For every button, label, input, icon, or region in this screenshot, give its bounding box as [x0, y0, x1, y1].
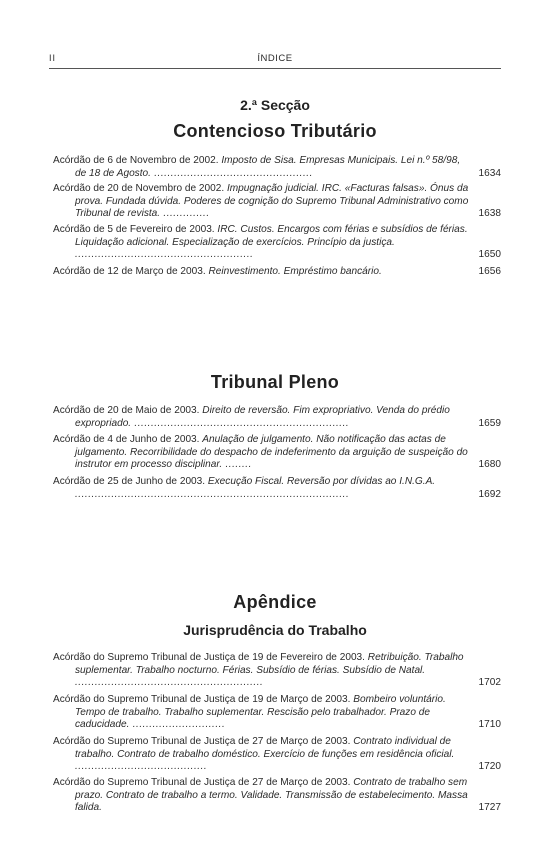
- entry-subject: Reinvestimento. Empréstimo bancário.: [208, 266, 382, 277]
- entry-subject: Bombeiro voluntário. Tempo de trabalho. Trabalho suplementar. Rescisão pelo trabalhador. Prazo de caducidade.: [75, 694, 446, 731]
- entry-lead: Acórdão de 20 de Maio de 2003.: [53, 405, 200, 416]
- entry-subject: Retribuição. Trabalho suplementar. Trabalho nocturno. Férias. Subsídio de férias. Subsídio de Natal.: [75, 652, 464, 676]
- entry-subject: Anulação de julgamento. Não notificação das actas de julgamento. Recorribilidade do despacho de indeferimento da arguição de suspeição do instrutor em processo disciplinar.: [75, 434, 468, 471]
- entry-page: 1702: [478, 677, 501, 689]
- entry-lead: Acórdão de 5 de Fevereiro de 2003.: [53, 224, 215, 235]
- entry-lead: Acórdão de 12 de Março de 2003.: [53, 266, 206, 277]
- index-entry: Acórdão do Supremo Tribunal de Justiça de 19 de Março de 2003. Bombeiro voluntário. Tempo de trabalho. Trabalho suplementar. Rescisão pelo trabalhador. Prazo de caducidade. ............................ 1710: [53, 694, 501, 731]
- entry-lead: Acórdão de 6 de Novembro de 2002.: [53, 155, 219, 166]
- section-subtitle: Jurisprudência do Trabalho: [183, 622, 367, 638]
- entry-page: 1727: [478, 802, 501, 814]
- entry-subject: Contrato de trabalho sem prazo. Contrato de trabalho a termo. Validade. Transmissão de estabelecimento. Massa falida.: [75, 777, 468, 814]
- entry-page: 1656: [478, 266, 501, 277]
- entry-page: 1659: [478, 417, 501, 429]
- index-entry: Acórdão do Supremo Tribunal de Justiça de 27 de Março de 2003. Contrato individual de trabalho. Contrato de trabalho doméstico. Exercício de funções em residência oficial. ........................................ 1720: [53, 736, 501, 773]
- index-entry: [53, 777, 501, 815]
- entry-lead: Acórdão do Supremo Tribunal de Justiça de 27 de Março de 2003.: [53, 777, 351, 788]
- section-title: Contencioso Tributário: [173, 121, 377, 141]
- index-entry: Acórdão de 20 de Maio de 2003. Direito de reversão. Fim expropriativo. Venda do prédio expropriado. ................................................................. 1659: [53, 405, 501, 429]
- index-entry: Acórdão de 6 de Novembro de 2002. Imposto de Sisa. Empresas Municipais. Lei n.º 58/98, de 18 de Agosto. ................................................ 1634: [53, 155, 501, 179]
- entry-page: 1634: [478, 167, 501, 179]
- entry-subject: Execução Fiscal. Reversão por dívidas ao I.N.G.A.: [207, 476, 436, 487]
- entry-lead: Acórdão de 20 de Novembro de 2002.: [53, 183, 225, 194]
- running-title: ÍNDICE: [257, 53, 293, 64]
- entry-lead: Acórdão do Supremo Tribunal de Justiça de 27 de Março de 2003.: [53, 736, 351, 747]
- entry-lead: Acórdão de 25 de Junho de 2003.: [53, 476, 206, 487]
- index-entry: Acórdão de 25 de Junho de 2003. Execução Fiscal. Reversão por dívidas ao I.N.G.A. ................................................................................... 1692: [53, 476, 501, 500]
- entry-subject: Imposto de Sisa. Empresas Municipais. Lei n.º 58/98, de 18 de Agosto.: [75, 155, 461, 179]
- index-entry: Acórdão do Supremo Tribunal de Justiça de 19 de Fevereiro de 2003. Retribuição. Trabalho suplementar. Trabalho nocturno. Férias. Subsídio de férias. Subsídio de Natal. ......................................................... 1702: [53, 652, 501, 689]
- entry-page: 1710: [478, 719, 501, 731]
- entry-subject: Contrato individual de trabalho. Contrato de trabalho doméstico. Exercício de funções em residência oficial.: [75, 736, 455, 760]
- running-header: [49, 52, 501, 69]
- entry-page: 1680: [478, 459, 501, 471]
- index-entry: Acórdão de 5 de Fevereiro de 2003. IRC. Custos. Encargos com férias e subsídios de férias. Liquidação adicional. Especialização de exercícios. Princípio da justiça. ...................................................... 1650: [53, 224, 501, 261]
- entry-lead: Acórdão do Supremo Tribunal de Justiça de 19 de Fevereiro de 2003.: [53, 652, 365, 663]
- entry-subject: Impugnação judicial. IRC. «Facturas falsas». Ónus da prova. Fundada dúvida. Poderes de cognição do Supremo Tribunal Administrativo como Tribunal de revista.: [75, 183, 469, 220]
- entry-subject: Direito de reversão. Fim expropriativo. Venda do prédio expropriado.: [75, 405, 450, 429]
- entry-page: 1692: [478, 488, 501, 500]
- page-number: II: [49, 53, 57, 63]
- index-entry: [53, 266, 501, 279]
- entry-subject: IRC. Custos. Encargos com férias e subsídios de férias. Liquidação adicional. Especialização de exercícios. Princípio da justiça.: [75, 224, 468, 248]
- index-entry: Acórdão de 20 de Novembro de 2002. Impugnação judicial. IRC. «Facturas falsas». Ónus da prova. Fundada dúvida. Poderes de cognição do Supremo Tribunal Administrativo como Tribunal de revista. .............. 1638: [53, 183, 501, 220]
- entry-page: 1720: [478, 761, 501, 773]
- entry-page: 1650: [478, 249, 501, 261]
- entry-lead: Acórdão do Supremo Tribunal de Justiça de 19 de Março de 2003.: [53, 694, 351, 705]
- section-title: Tribunal Pleno: [210, 372, 340, 392]
- section-subtitle: 2.ª Secção: [240, 97, 310, 113]
- index-entry: Acórdão de 4 de Junho de 2003. Anulação de julgamento. Não notificação das actas de julgamento. Recorribilidade do despacho de indeferimento da arguição de suspeição do instrutor em processo disciplinar. ........ 1680: [53, 434, 501, 471]
- entry-page: 1638: [478, 208, 501, 220]
- entry-lead: Acórdão de 4 de Junho de 2003.: [53, 434, 200, 445]
- section-title: Apêndice: [233, 592, 317, 612]
